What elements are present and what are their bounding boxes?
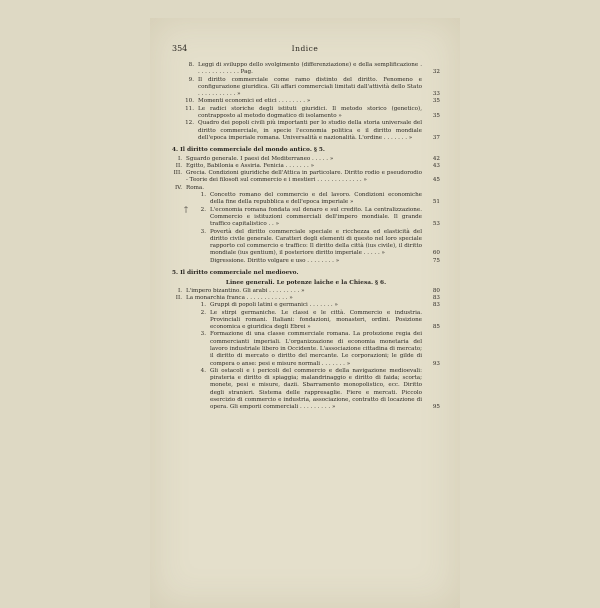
toc-entry-number: 4. (200, 367, 206, 374)
toc-entry-number: 9. (188, 76, 194, 83)
toc-entry-page: 35 (432, 98, 440, 105)
toc-entry (172, 288, 440, 295)
toc-entry-text: Egitto, Babilonia e Assiria. Fenicia . . . . . . . » (186, 162, 314, 169)
toc-entry-page: 83 (432, 302, 440, 309)
toc-entry-page: 93 (432, 360, 440, 367)
toc-entry-page: 33 (432, 91, 440, 98)
toc-entry-text: Grecia. Condizioni giuridiche dell'Attica in particolare. Diritto rodio e pseudorodio - Teorie dei filosofi sul commercio e i mestieri . . . . . . . . . . . . . » (186, 170, 422, 184)
section-heading: 5. Il diritto commerciale nel medioevo. (172, 270, 299, 277)
toc-entry-page: 75 (432, 257, 440, 264)
toc-entry-text: Momenti economici ed etici . . . . . . . . » (198, 98, 311, 105)
toc-entry (172, 98, 440, 105)
toc-entry (172, 163, 440, 170)
toc-entry (172, 120, 440, 142)
toc-entry-number: IV. (174, 184, 182, 191)
page-title: Indice (291, 44, 319, 53)
toc-entry-text: Le stirpi germaniche. Le classi e le città. Commercio e industria. Provinciali romani. Italiani: fondazioni, monasteri, ordini. Posizione economica e giuridica degli Ebrei » (210, 309, 422, 331)
toc-entry (172, 295, 440, 302)
toc-entry (172, 258, 440, 265)
toc-entry-number: 11. (185, 105, 194, 112)
toc-entry-page: 85 (432, 324, 440, 331)
toc-entry (172, 368, 440, 412)
toc-entry-number: 10. (185, 98, 194, 105)
page-header (172, 44, 438, 56)
toc-entry-page: 37 (432, 134, 440, 141)
toc-entry-number: I. (178, 155, 182, 162)
book-page (150, 18, 460, 608)
toc-entry (172, 77, 440, 99)
toc-entry-number: 3. (200, 228, 206, 235)
toc-entry-page: 60 (432, 250, 440, 257)
toc-entry-text: Concetto romano del commercio e del lavoro. Condizioni economiche della fine della repubblica e dell'epoca imperiale » (210, 192, 422, 206)
toc-entry-page: 80 (432, 287, 440, 294)
toc-entry-number: 3. (200, 331, 206, 338)
toc-entry (172, 156, 440, 163)
toc-entry (172, 310, 440, 332)
toc-entry-text: Povertà del diritto commerciale speciale e ricchezza ed elasticità del diritto civile generale. Caratteri degli elementi di questo nel loro speciale rapporto col commercio e traffico: Il diritto della città (ius civile), il diritto mondiale (ius gentium), il posteriore diritto imperiale . . . . . » (210, 228, 422, 257)
toc-entry-text: Roma. (186, 184, 204, 191)
toc-entry-page: 95 (432, 404, 440, 411)
handwritten-dagger-mark: † (184, 204, 188, 214)
toc-entry-page: 51 (432, 199, 440, 206)
toc-entry-number: 2. (200, 206, 206, 213)
toc-entry (172, 106, 440, 121)
toc-entry-text: Le radici storiche degli istituti giuridici. Il metodo storico (genetico), contrapposto al metodo dogmatico di isolamento » (198, 105, 422, 120)
toc-entry-text: Gli ostacoli e i pericoli del commercio e della navigazione medioevali: pirateria e diritto di spiaggia; malandrinaggio e diritto di faida; scorta; monete, pesi e misure, dazii. Sbarramento monopolistico, ecc. Diritto degli stranieri. Sistema delle rappresaglie. Fiere e mercati. Piccolo esercizio di commercio e industria, associazione, contratto di locazione di opera. Gli emporii commerciali . . . . . . . . . » (210, 367, 422, 411)
toc-entry-text: Quadro dei popoli civili più importanti per lo studio della storia universale del diritto commerciale, in specie l'economia politica e il diritto mondiale dell'epoca imperiale romana. Universalità e nazionalità. L'ordine . . . . . . . » (198, 120, 422, 141)
toc-entry-page: 32 (432, 69, 440, 76)
toc-entry-text: L'economia romana fondata sul denaro e sul credito. La centralizzazione. Commercio e istituzioni commerciali dell'impero mondiale. Il grande traffico capitalistico . . » (210, 206, 422, 228)
toc-entry-number: 1. (200, 192, 206, 199)
toc-entry (172, 229, 440, 258)
toc-entry-page: 43 (432, 162, 440, 169)
page-number: 354 (172, 44, 188, 53)
toc-entry-number: 12. (185, 120, 194, 127)
toc-entry-page: 35 (432, 113, 440, 120)
toc-entry-text: Digressione. Diritto volgare e uso . . . . . . . . » (210, 257, 340, 264)
toc-entry (172, 331, 440, 367)
toc-entry-number: 2. (200, 309, 206, 316)
toc-entry (172, 62, 440, 77)
toc-entry-page: 45 (432, 177, 440, 184)
toc-entry-text: Gruppi di popoli latini e germanici . . . . . . . » (210, 302, 338, 309)
toc-entry-number: 1. (200, 302, 206, 309)
subsection-heading: Linee generali. Le potenze laiche e la Chiesa. § 6. (225, 280, 387, 287)
toc-entry-number: 8. (188, 62, 194, 68)
table-of-contents (172, 62, 440, 412)
toc-entry-page: 42 (432, 155, 440, 162)
toc-entry-text: Il diritto commerciale come ramo distinto del diritto. Fenomeno e configurazione giuridica. Gli affari commerciali limitati dall'attività dello Stato . . . . . . . . . . . » (198, 76, 422, 98)
toc-entry-text: Sguardo generale. I paesi del Mediterraneo . . . . . » (186, 155, 334, 162)
toc-entry-number: I. (178, 287, 182, 294)
toc-entry (172, 302, 440, 309)
toc-entry-text: La monarchia franca . . . . . . . . . . . . » (186, 294, 293, 301)
toc-entry (172, 192, 440, 207)
toc-entry-number: II. (175, 162, 182, 169)
toc-entry-text: Leggi di sviluppo dello svolgimento (differenziazione) e della semplificazione . . . . . . . . . . . . . Pag. (198, 62, 422, 76)
toc-entry (172, 204, 440, 229)
toc-entry (172, 170, 440, 185)
toc-entry-text: L'impero bizantino. Gli arabi . . . . . . . . . » (186, 287, 305, 294)
section-heading: 4. Il diritto commerciale del mondo antico. § 5. (172, 147, 325, 154)
toc-entry-number: II. (175, 294, 182, 301)
toc-entry-page: 53 (432, 221, 440, 228)
toc-entry-text: Formazione di una classe commerciale romana. La protezione regia dei commercianti imperiali. L'organizzazione di economia monetaria del lavoro industriale libero in Occidente. L'associazione cittadina di mercato; il diritto di mercato o diritto del mercante. Le corporazioni; le gilde di compera o anse: pesi e misure normali . . . . . . . » (210, 331, 422, 367)
toc-entry-page: 83 (432, 294, 440, 301)
toc-entry-number: III. (173, 170, 182, 177)
toc-entry (172, 185, 440, 192)
